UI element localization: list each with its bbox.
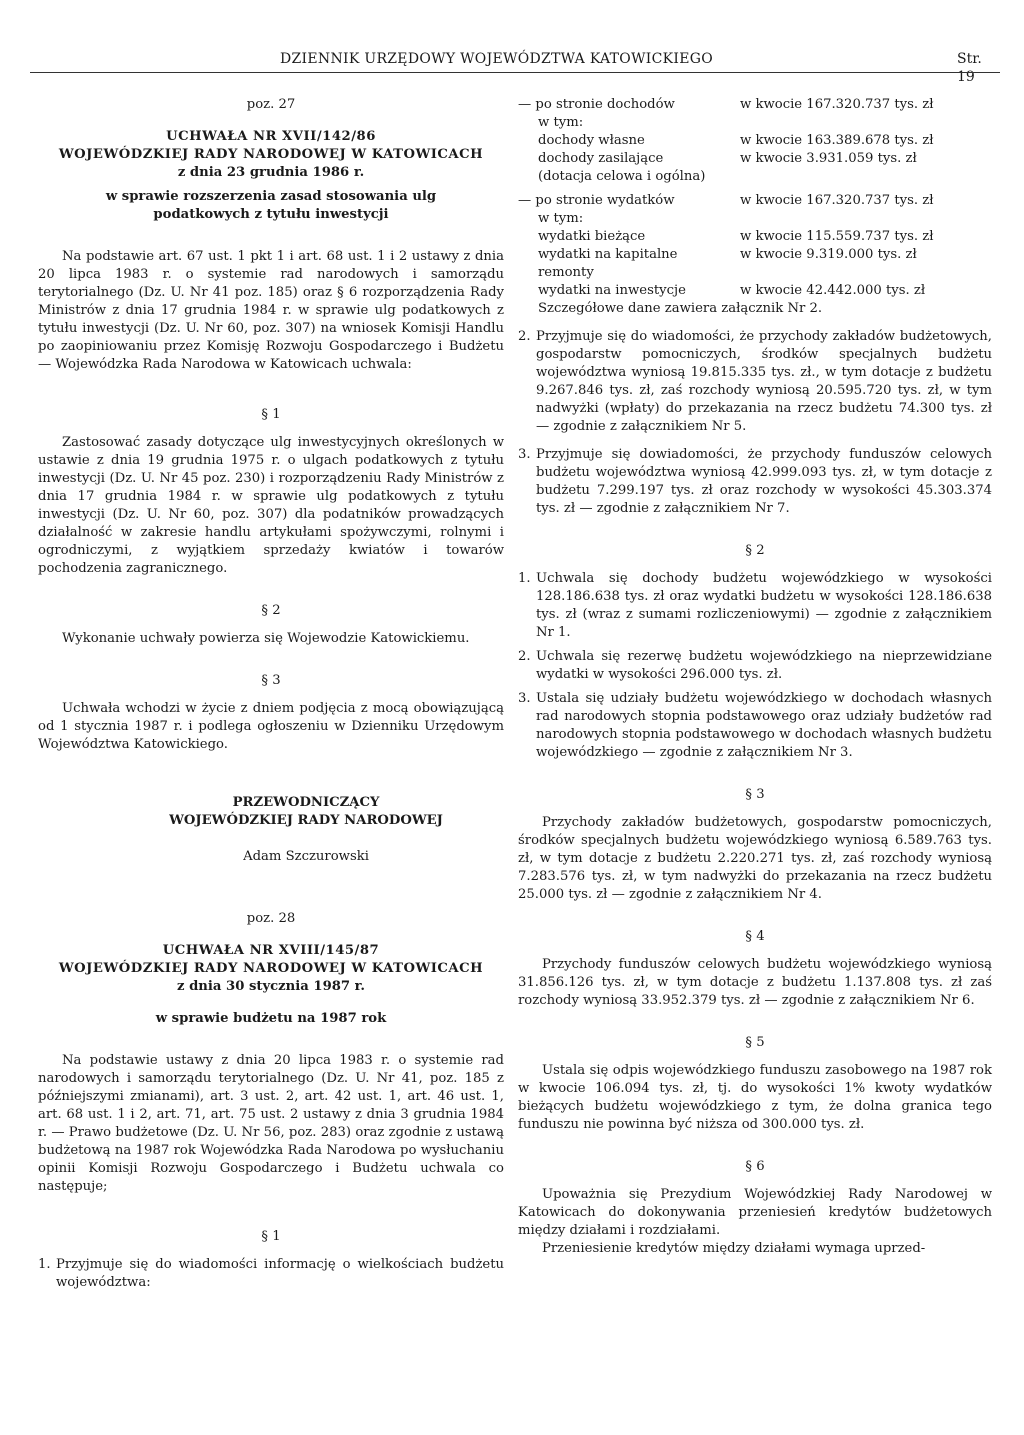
resolution-issuer: WOJEWÓDZKIEJ RADY NARODOWEJ W KATOWICACH [58, 961, 484, 976]
section-2-item: 2. Uchwala się rezerwę budżetu wojewódzkiego na nieprzewidziane wydatki w wysokości 296.000 tys. zł. [518, 649, 992, 682]
section-3-heading: § 3 [745, 787, 765, 802]
budget-row: — po stronie wydatków w kwocie 167.320.737 tys. zł [518, 193, 934, 208]
signature-role: PRZEWODNICZĄCY [232, 795, 380, 810]
right-column [518, 96, 992, 1258]
section-2-text: Wykonanie uchwały powierza się Wojewodzie Katowickiemu. [62, 631, 470, 646]
resolution-preamble: Na podstawie ustawy z dnia 20 lipca 1983 r. o systemie rad narodowych i samorządu terytorialnego (Dz. U. Nr 41, poz. 185 z późniejszymi zmianami), art. 3 ust. 2, art. 42 ust. 1, art. 46 ust. 1, art. 68 ust. 1 i 2, art. 71, art. 75 ust. 2 ustawy z dnia 3 grudnia 1984 r. — Prawo budżetowe (Dz. U. Nr 56, poz. 283) oraz zgodnie z ustawą budżetową na 1987 rok Wojewódzka Rada Narodowa po wysłuchaniu opinii Komisji Rozwoju Gospodarczego i Budżetu uchwala co następuje; [38, 1053, 504, 1194]
section-6-heading: § 6 [745, 1159, 765, 1174]
section-4-heading: § 4 [745, 929, 765, 944]
item-number: 1. [38, 1257, 51, 1272]
section-2-item: 3. Ustala się udziały budżetu wojewódzkiego w dochodach własnych rad narodowych stopnia podstawowego oraz udziały budżetów rad narodowych stopnia podstawowego w dochodach własnych budżetu wojewódzkiego — zgodnie z załącznikiem Nr 3. [518, 691, 992, 760]
budget-row: dochody własne w kwocie 163.389.678 tys. zł [538, 133, 934, 148]
item-number: 2. [518, 329, 531, 344]
budget-row: wydatki na inwestycje w kwocie 42.442.000 tys. zł [538, 283, 926, 298]
item-2 [518, 328, 992, 436]
signature-body: WOJEWÓDZKIEJ RADY NARODOWEJ [169, 813, 443, 828]
resolution-title: UCHWAŁA NR XVIII/145/87 [162, 943, 380, 958]
section-6-text: Upoważnia się Prezydium Wojewódzkiej Rady Narodowej w Katowicach do dokonywania przeniesień kredytów budżetowych między działami i rozdziałami. [518, 1187, 992, 1238]
page-header [0, 50, 1000, 85]
page-number: Str. 19 [957, 51, 982, 85]
section-4-text: Przychody funduszów celowych budżetu wojewódzkiego wyniosą 31.856.126 tys. zł, w tym dotacje z budżetu 1.137.808 tys. zł zaś rozchody wyniosą 33.952.379 tys. zł — zgodnie z załącznikiem Nr 6. [518, 957, 992, 1008]
resolution-preamble: Na podstawie art. 67 ust. 1 pkt 1 i art. 68 ust. 1 i 2 ustawy z dnia 20 lipca 1983 r. o systemie rad narodowych i samorządu terytorialnego (Dz. U. Nr 41 poz. 185) oraz § 6 rozporządzenia Rady Ministrów z dnia 17 grudnia 1984 r. w sprawie ulg podatkowych z tytułu inwestycji (Dz. U. Nr 60, poz. 307) na wniosek Komisji Handlu po zaopiniowaniu przez Komisję Rozwoju Gospodarczego i Budżetu — Wojewódzka Rada Narodowa w Katowicach uchwala: [38, 249, 504, 372]
budget-row: wydatki bieżące w kwocie 115.559.737 tys. zł [538, 229, 934, 244]
section-5-heading: § 5 [745, 1035, 765, 1050]
section-3-text: Uchwała wchodzi w życie z dniem podjęcia z mocą obowiązującą od 1 stycznia 1987 r. i podlega ogłoszeniu w Dzienniku Urzędowym Województwa Katowickiego. [38, 701, 504, 752]
left-column [38, 96, 504, 1292]
resolution-subject: w sprawie budżetu na 1987 rok [155, 1011, 387, 1026]
section-1-text: Zastosować zasady dotyczące ulg inwestycyjnych określonych w ustawie z dnia 19 grudnia 1975 r. o ulgach podatkowych z tytułu inwestycji (Dz. U. Nr 45 poz. 230) i rozporządzeniu Rady Ministrów z dnia 17 grudnia 1984 r. w sprawie ulg podatkowych z tytułu inwestycji (Dz. U. Nr 60, poz. 307) dla podatników prowadzących działalność w zakresie handlu artykułami spożywczymi, rolnymi i ogrodniczymi, z wyjątkiem sprzedaży kwiatów i towarów pochodzenia zagranicznego. [38, 435, 504, 576]
resolution-poz-27 [38, 96, 504, 866]
resolution-date: z dnia 30 stycznia 1987 r. [176, 979, 366, 994]
resolution-poz-28 [38, 910, 504, 1292]
section-1-heading: § 1 [261, 407, 281, 422]
journal-title: DZIENNIK URZĘDOWY WOJEWÓDZTWA KATOWICKIEGO [280, 51, 713, 67]
section-5-text: Ustala się odpis wojewódzkiego funduszu zasobowego na 1987 rok w kwocie 106.094 tys. zł, tj. do wysokości 1% kwoty wydatków bieżących budżetu wojewódzkiego z tym, że dolna granica tego funduszu nie powinna być niższa od 300.000 tys. zł. [518, 1063, 992, 1132]
header-divider [30, 72, 1000, 73]
section-6-text-continued: Przeniesienie kredytów między działami wymaga uprzed- [542, 1241, 926, 1256]
section-2-heading: § 2 [745, 543, 765, 558]
poz-number: poz. 27 [246, 97, 296, 112]
poz-number: poz. 28 [246, 911, 296, 926]
section-3-heading: § 3 [261, 673, 281, 688]
budget-row: w tym: [538, 211, 584, 226]
budget-row: dochody zasilające w kwocie 3.931.059 tys. zł [538, 151, 917, 166]
item-3 [518, 446, 992, 518]
section-3-text: Przychody zakładów budżetowych, gospodarstw pomocniczych, środków specjalnych budżetu wojewódzkiego wyniosą 6.589.763 tys. zł, w tym dotacje z budżetu 2.220.271 tys. zł, zaś rozchody wyniosą 7.283.576 tys. zł, w tym nadwyżki do przekazania na rzecz budżetu 25.000 tys. zł — zgodnie z załącznikiem Nr 4. [518, 815, 992, 902]
details-note: Szczegółowe dane zawiera załącznik Nr 2. [538, 301, 823, 316]
signature-name: Adam Szczurowski [243, 849, 369, 864]
budget-row: — po stronie dochodów w kwocie 167.320.737 tys. zł [518, 97, 934, 112]
item-1 [38, 1256, 504, 1292]
item-text: Przyjmuje się do wiadomości, że przychody zakładów budżetowych, gospodarstw pomocniczych, środków specjalnych budżetu województwa wyniosą 19.815.335 tys. zł., w tym dotacje z budżetu 9.267.846 tys. zł, zaś rozchody wyniosą 20.595.720 tys. zł, w tym nadwyżki (wpłaty) do przekazania na rzecz budżetu 74.300 tys. zł — zgodnie z załącznikiem Nr 5. [536, 329, 992, 434]
item-text: Przyjmuje się dowiadomości, że przychody funduszów celowych budżetu województwa wyniosą 42.999.093 tys. zł, w tym dotacje z budżetu 7.299.197 tys. zł oraz rozchody w wysokości 45.303.374 tys. zł — zgodnie z załącznikiem Nr 7. [536, 447, 992, 516]
budget-row: w tym: [538, 115, 584, 130]
section-2-item: 1. Uchwala się dochody budżetu wojewódzkiego w wysokości 128.186.638 tys. zł oraz wydatki budżetu w wysokości 128.186.638 tys. zł (wraz z sumami rozliczeniowymi) — zgodnie z załącznikiem Nr 1. [518, 571, 992, 640]
budget-row: (dotacja celowa i ogólna) [538, 169, 706, 184]
budget-summary [518, 96, 992, 318]
resolution-date: z dnia 23 grudnia 1986 r. [177, 165, 365, 180]
section-1-heading: § 1 [261, 1229, 281, 1244]
section-2-heading: § 2 [261, 603, 281, 618]
resolution-subject: w sprawie rozszerzenia zasad stosowania ulg podatkowych z tytułu inwestycji [105, 189, 437, 222]
resolution-title: UCHWAŁA NR XVII/142/86 [166, 129, 376, 144]
item-text: Przyjmuje się do wiadomości informację o wielkościach budżetu województwa: [56, 1257, 504, 1290]
item-number: 3. [518, 447, 531, 462]
resolution-issuer: WOJEWÓDZKIEJ RADY NARODOWEJ W KATOWICACH [58, 147, 484, 162]
budget-row: wydatki na kapitalne remonty w kwocie 9.319.000 tys. zł [538, 247, 917, 280]
